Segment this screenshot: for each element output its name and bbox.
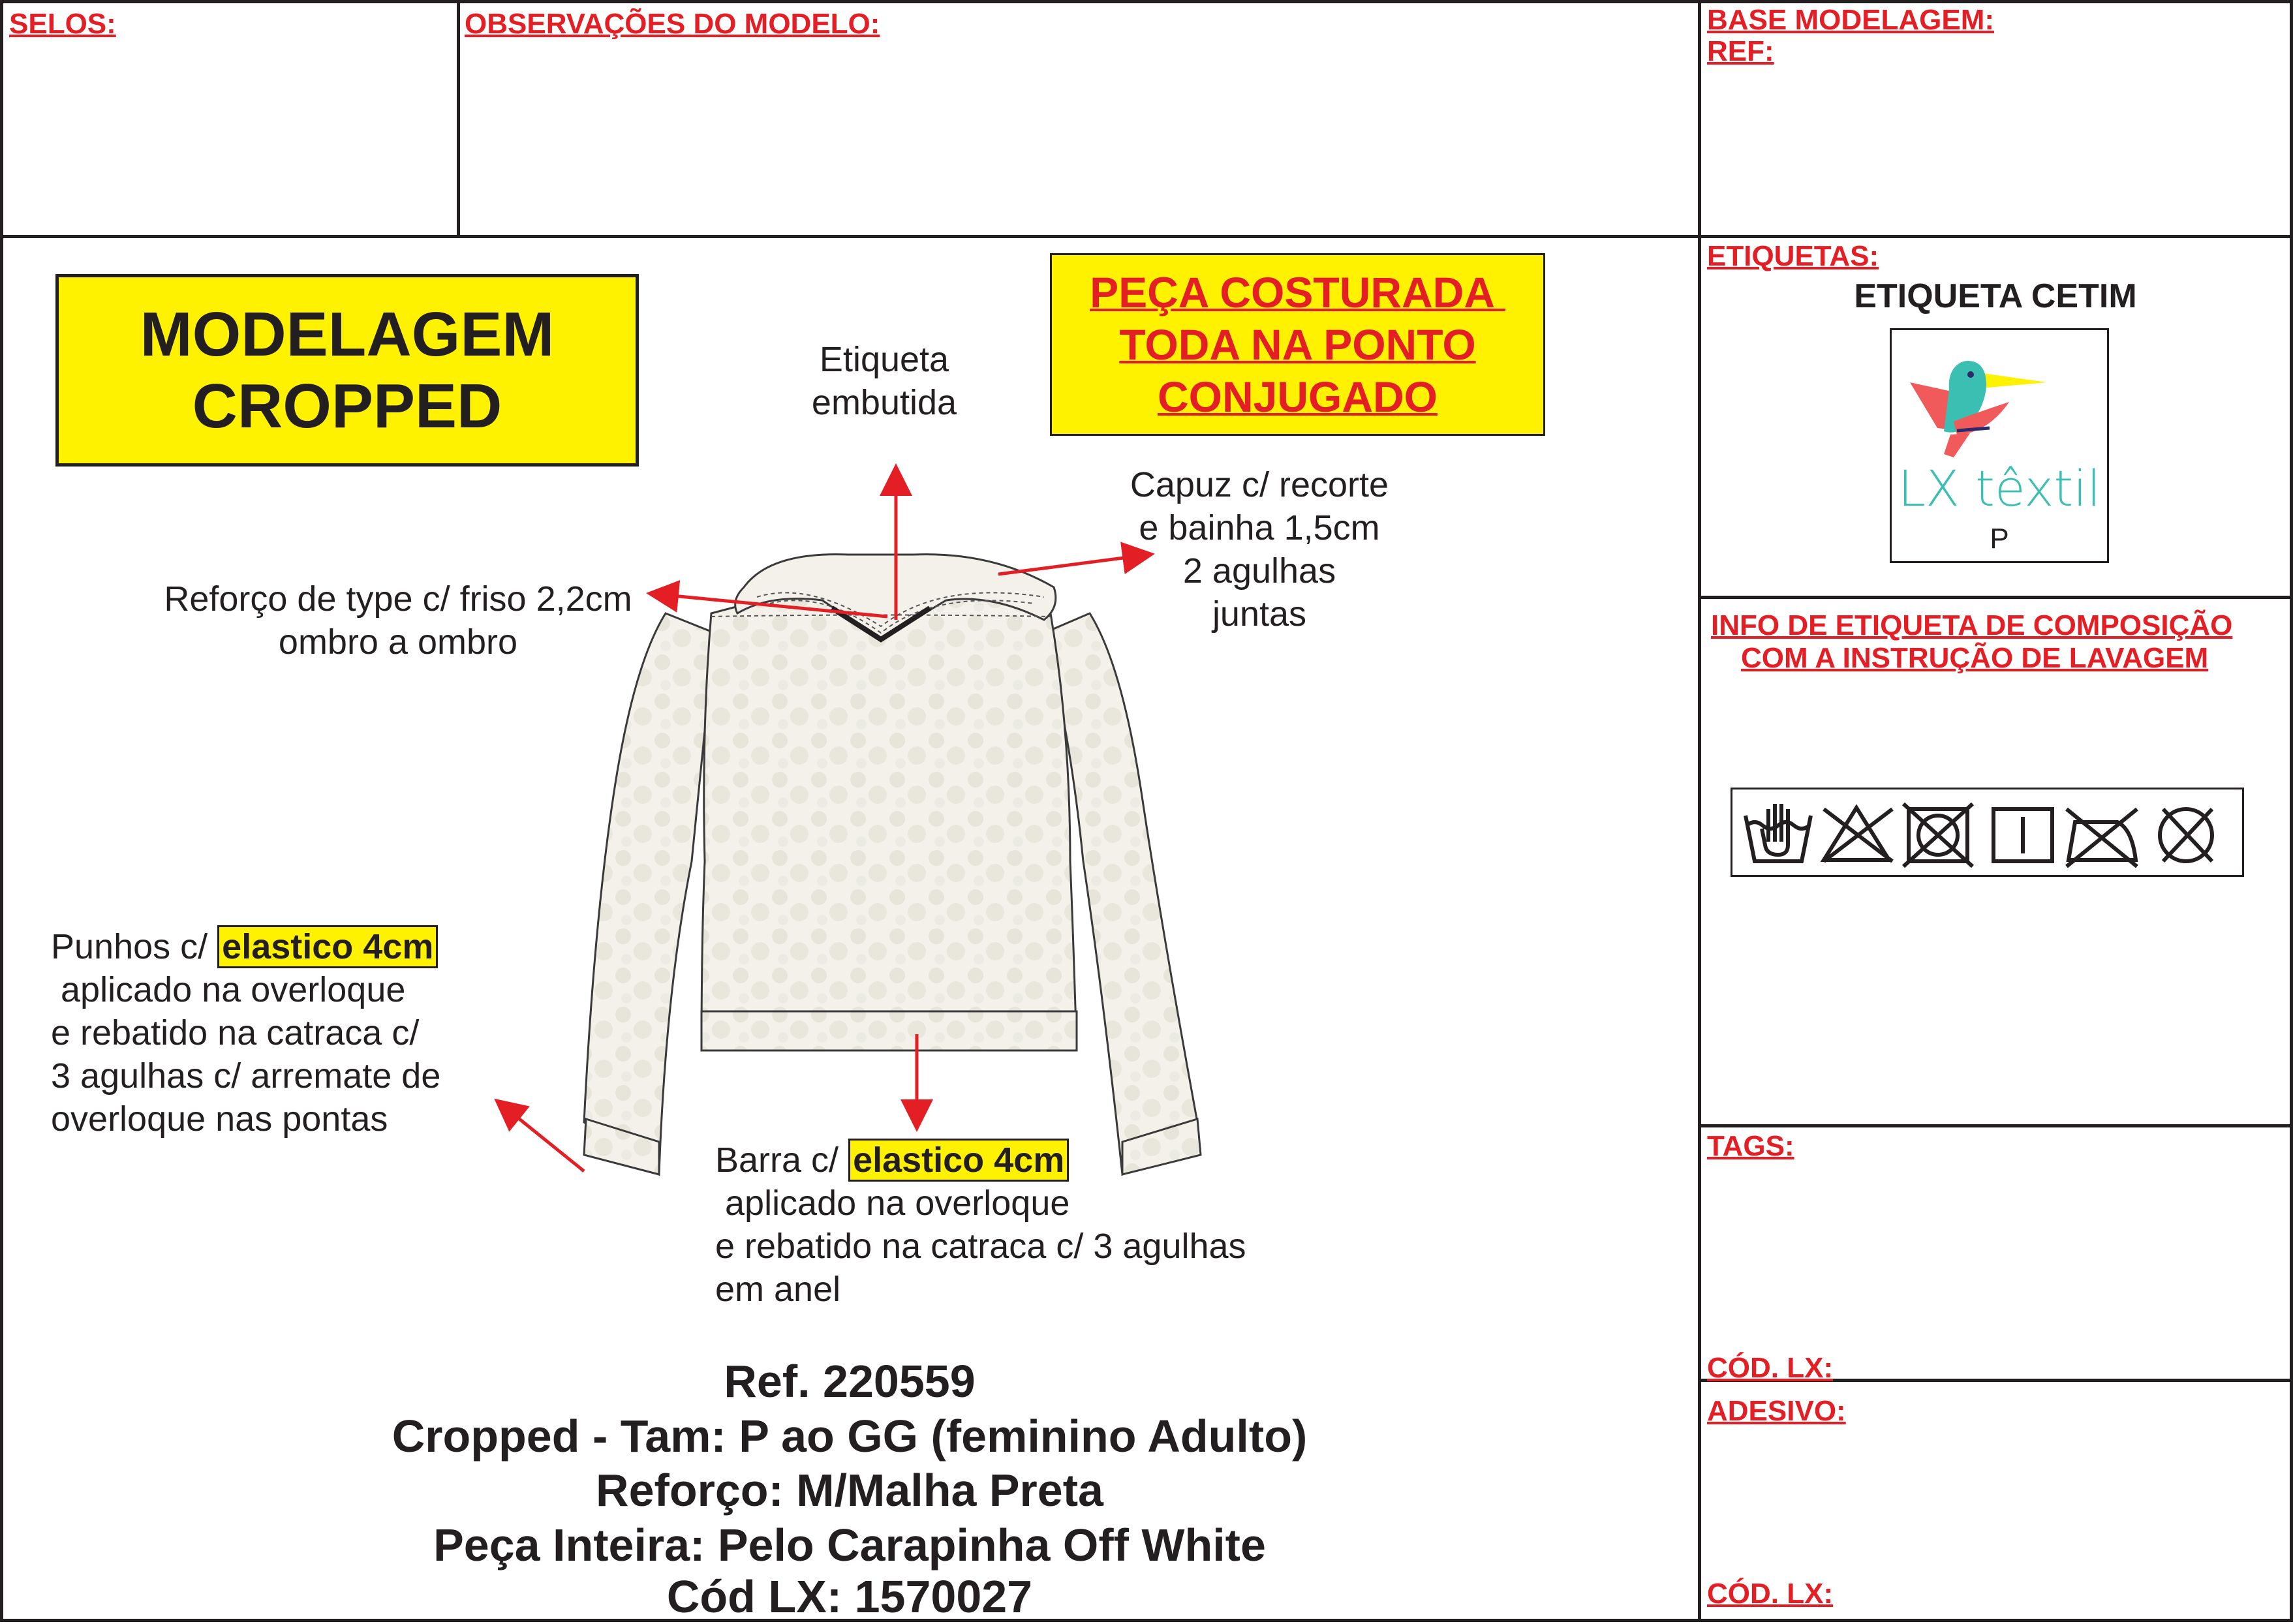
hand-wash-icon	[1746, 804, 1811, 861]
size-label: P	[1990, 523, 2009, 555]
do-not-tumble-dry-icon	[1903, 804, 1973, 866]
footer-reforco: Reforço: M/Malha Preta	[596, 1465, 1103, 1516]
info-composicao-header-1: INFO DE ETIQUETA DE COMPOSIÇÃO	[1711, 609, 2233, 641]
footer-peca: Peça Inteira: Pelo Carapinha Off White	[433, 1520, 1266, 1570]
note-etiqueta: Etiqueta embutida	[811, 340, 957, 422]
arrow-reforco	[653, 594, 887, 617]
modelagem-line2: CROPPED	[192, 371, 502, 441]
divider-info	[1698, 1124, 2293, 1127]
wash-symbols-svg	[1732, 789, 2246, 879]
wash-symbols-box	[1731, 788, 2244, 877]
do-not-iron-icon	[2067, 809, 2137, 866]
ref-header: REF:	[1707, 35, 1774, 67]
tags-header: TAGS:	[1707, 1130, 1794, 1162]
note-punhos: Punhos c/ elastico 4cm aplicado na overloque e rebatido na catraca c/ 3 agulhas c/ arremate de overloque nas pontas	[51, 925, 440, 1141]
cod-lx-header-1: CÓD. LX:	[1707, 1352, 1834, 1384]
observacoes-header: OBSERVAÇÕES DO MODELO:	[465, 8, 880, 40]
modelagem-line1: MODELAGEM	[140, 299, 555, 369]
hummingbird-logo-icon	[1892, 343, 2107, 474]
etiqueta-cetim-title: ETIQUETA CETIM	[1854, 277, 2137, 315]
line-dry-icon	[1993, 809, 2052, 861]
etiquetas-header: ETIQUETAS:	[1707, 240, 1879, 272]
peca-line1: PEÇA COSTURADA	[1090, 268, 1505, 316]
punhos-highlight: elastico 4cm	[217, 925, 438, 968]
info-composicao-header-2: COM A INSTRUÇÃO DE LAVAGEM	[1741, 642, 2209, 674]
cod-lx-header-2: CÓD. LX:	[1707, 1578, 1834, 1610]
divider-etiquetas	[1698, 596, 2293, 599]
brand-label	[1890, 328, 2109, 563]
base-modelagem-header: BASE MODELAGEM:	[1707, 4, 1994, 36]
arrow-punhos	[499, 1103, 584, 1171]
adesivo-header: ADESIVO:	[1707, 1395, 1846, 1427]
barra-highlight: elastico 4cm	[848, 1139, 1069, 1182]
footer-desc: Cropped - Tam: P ao GG (feminino Adulto)	[392, 1411, 1308, 1462]
selos-header: SELOS:	[9, 8, 116, 40]
footer-ref: Ref. 220559	[724, 1356, 976, 1407]
do-not-dry-clean-icon	[2160, 809, 2212, 861]
peca-line3: CONJUGADO	[1157, 373, 1438, 421]
do-not-bleach-icon	[1824, 808, 1892, 861]
footer-cod: Cód LX: 1570027	[666, 1571, 1033, 1622]
note-barra: Barra c/ elastico 4cm aplicado na overloque e rebatido na catraca c/ 3 agulhas em anel	[715, 1139, 1246, 1311]
peca-line2: TODA NA PONTO	[1119, 320, 1476, 369]
brand-name: LX têxtil	[1898, 459, 2101, 517]
note-reforco: Reforço de type c/ friso 2,2cm ombro a ombro	[164, 579, 632, 662]
note-capuz: Capuz c/ recorte e bainha 1,5cm 2 agulhas juntas	[1130, 465, 1389, 634]
